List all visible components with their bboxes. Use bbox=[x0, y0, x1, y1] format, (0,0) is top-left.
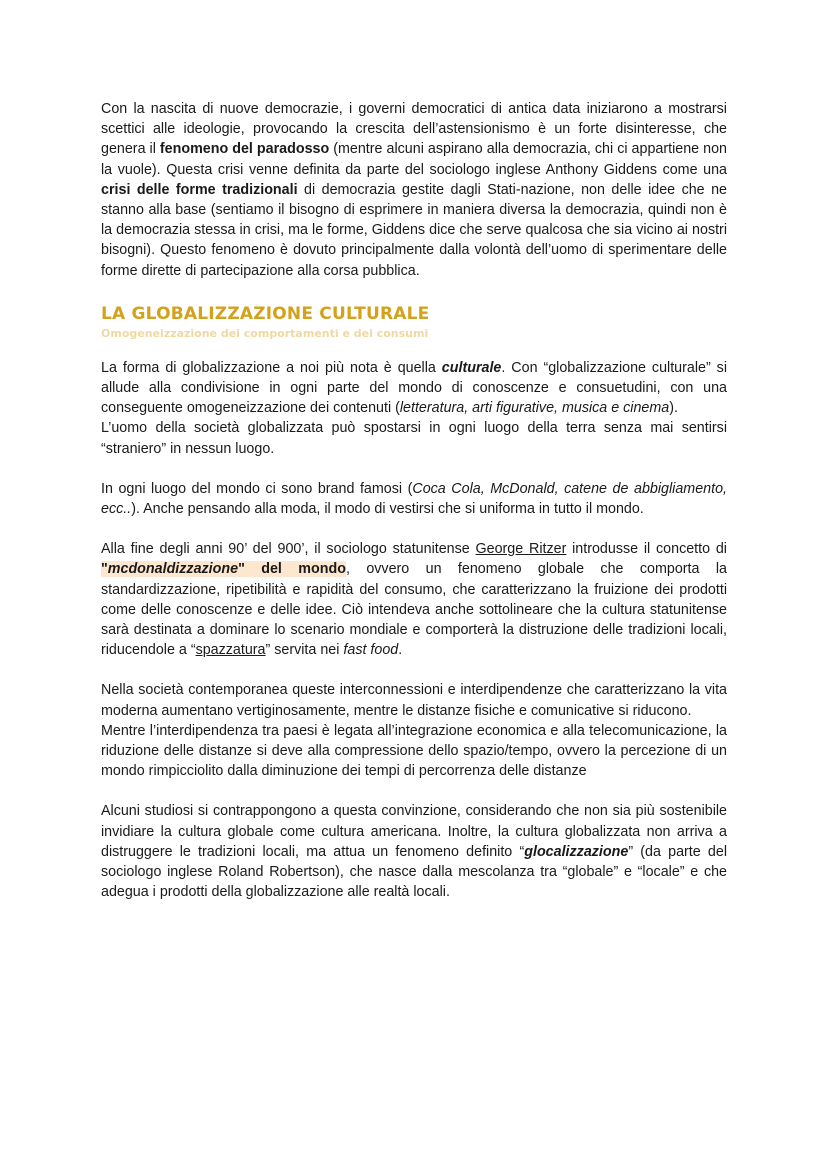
paragraph-ritzer bbox=[101, 539, 727, 660]
text: Alla fine degli anni 90’ del 900’, il sociologo statunitense bbox=[101, 541, 476, 558]
text: ). Anche pensando alla moda, il modo di vestirsi che si uniforma in tutto il mondo. bbox=[131, 501, 644, 518]
underlined-word: spazzatura bbox=[195, 642, 266, 659]
text: Con la nascita di nuove democrazie, i governi democratici di antica data iniziarono a mostrarsi scettici alle ideologie, provocando la crescita dell’astensionismo è un forte disinteresse, che genera il bbox=[101, 101, 727, 158]
text: di democrazia gestite dagli Stati-nazione, non delle idee che ne stanno alla base (sentiamo il bisogno di esprimere in maniera diversa la democrazia, quindi non è la democrazia stessa in crisi, ma le forme, Giddens dice che serve qualcosa che sia vicino ai nostri bisogni). Questo fenomeno è dovuto principalmente dalla volontà dell’uomo di sperimentare delle forme dirette di partecipazione alla corsa pubblica. bbox=[101, 181, 727, 279]
text: . bbox=[398, 642, 403, 659]
text: ” (da parte del sociologo inglese Roland Robertson), che nasce dalla mescolanza tra “globale” e “locale” e che adegua i prodotti della globalizzazione alle realtà locali. bbox=[101, 843, 727, 901]
text: introdusse il concetto di bbox=[566, 541, 727, 558]
underlined-name: George Ritzer bbox=[475, 541, 567, 558]
text: Alcuni studiosi si contrappongono a questa convinzione, considerando che non sia più sostenibile invidiare la cultura globale come cultura americana. Inoltre, la cultura globalizzata non arriva a distruggere le tradizioni locali, ma attua un fenomeno definito “ bbox=[101, 803, 727, 860]
bold-term: crisi delle forme tradizionali bbox=[101, 181, 298, 198]
bold-italic-term: glocalizzazione bbox=[524, 843, 629, 860]
text: ” servita nei bbox=[265, 642, 344, 659]
bold-italic-term: mcdonaldizzazione bbox=[107, 561, 239, 578]
paragraph-glocalizzazione bbox=[101, 801, 727, 902]
bold-term: fenomeno del paradosso bbox=[159, 141, 330, 158]
text: mondo bbox=[298, 561, 346, 578]
italic-text: fast food bbox=[343, 642, 399, 659]
text: , ovvero un fenomeno globale che comporta la standardizzazione, ripetibilità e rapidità del consumo, che caratterizzano la fruizione dei prodotti come delle conoscenze e delle idee. Ciò intendeva anche sottolineare che la cultura statunitense sarà destinata a dominare lo scenario mondiale e comporterà la distruzione delle tradizioni locali, riducendole a “ bbox=[101, 561, 727, 659]
text: In ogni luogo del mondo ci sono brand famosi ( bbox=[101, 480, 413, 497]
section-subheading: Omogeneizzazione dei comportamenti e dei consumi bbox=[101, 326, 429, 340]
text: Nella società contemporanea queste interconnessioni e interdipendenze che caratterizzano la vita moderna aumentano vertiginosamente, mentre le distanze fisiche e comunicative si riducono. bbox=[101, 682, 727, 719]
bold-italic-term: culturale bbox=[441, 359, 502, 376]
text: (mentre alcuni aspirano alla democrazia, chi ci appartiene non la vuole). Questa crisi venne definita da parte del sociologo inglese Anthony Giddens come una bbox=[101, 141, 727, 178]
highlighted-term bbox=[101, 561, 346, 577]
text: . Con “globalizzazione culturale” si allude alla condivisione in ogni parte del mondo di conoscenze e consuetudini, con una conseguente omogeneizzazione dei contenuti ( bbox=[101, 359, 727, 417]
italic-text: Coca Cola, McDonald, catene de abbigliamento, ecc.. bbox=[101, 480, 727, 518]
text: Mentre l’interdipendenza tra paesi è legata all’integrazione economica e alla telecomunicazione, la riduzione delle distanze si deve alla compressione dello spazio/tempo, ovvero la percezione di un mondo rimpicciolito dalla diminuzione dei tempi di percorrenza delle distanze bbox=[101, 722, 727, 780]
paragraph-brand bbox=[101, 479, 727, 519]
document-page bbox=[101, 99, 727, 903]
text: ). bbox=[669, 400, 678, 417]
paragraph-interconnessioni bbox=[101, 680, 727, 781]
paragraph-democrazie bbox=[101, 99, 727, 281]
text: " bbox=[101, 561, 108, 578]
italic-text: letteratura, arti figurative, musica e cinema bbox=[399, 400, 670, 417]
text: " del bbox=[238, 561, 299, 578]
paragraph-culturale bbox=[101, 358, 727, 459]
text: La forma di globalizzazione a noi più nota è quella bbox=[101, 359, 442, 376]
text: L’uomo della società globalizzata può spostarsi in ogni luogo della terra senza mai sentirsi “straniero” in nessun luogo. bbox=[101, 420, 727, 457]
section-heading: LA GLOBALIZZAZIONE CULTURALE bbox=[101, 303, 430, 324]
